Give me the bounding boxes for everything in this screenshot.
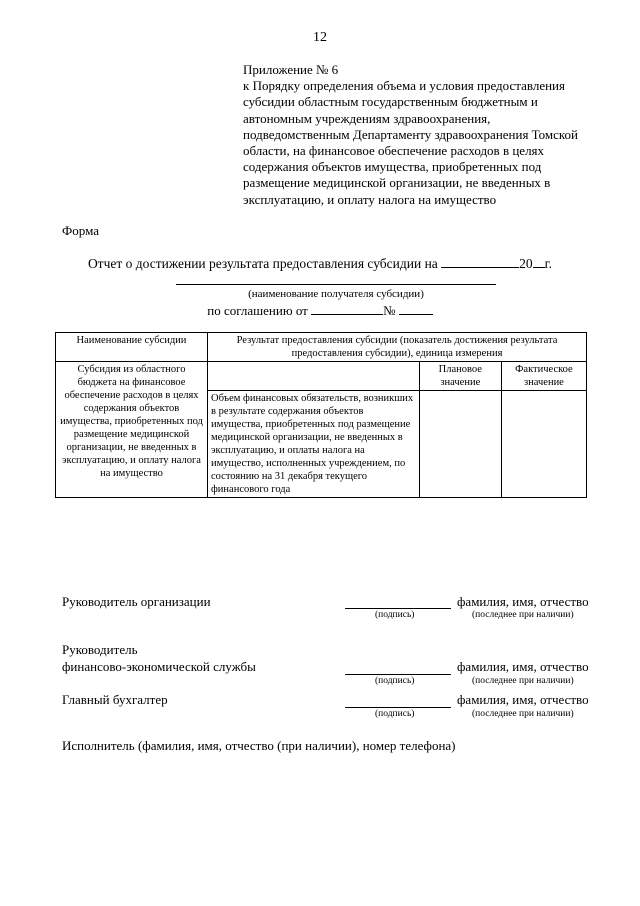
indicator-cell: Объем финансовых обязательств, возникших в результате содержания объектов имущества, приобретенных под размещение медицинской организации, не введенных в эксплуатацию, и оплаты налога на имущество, исполненных учреждением, по состоянию на 31 декабря текущего финансового года [208, 391, 420, 498]
subsidy-name-cell: Субсидия из областного бюджета на финансовое обеспечение расходов в целях содержания объектов имущества, приобретенных под размещение медицинской организации, не введенных в эксплуатацию, и оплату налога на имущество [56, 362, 208, 498]
year-prefix: 20 [519, 256, 533, 271]
head-signature-line[interactable] [345, 608, 451, 609]
appendix-line: эксплуатацию, и оплату налога на имущество [243, 191, 497, 207]
planned-value-cell[interactable] [419, 391, 501, 498]
recipient-name-line[interactable] [176, 284, 496, 285]
appendix-line: подведомственным Департаменту здравоохранения Томской [243, 126, 579, 142]
col-subsidy-header: Наименование субсидии [56, 333, 208, 362]
head-signature-caption: (подпись) [375, 610, 415, 620]
indicator-header-blank [208, 362, 420, 391]
page-number: 12 [313, 30, 327, 45]
appendix-line: Приложение № 6 [243, 62, 339, 77]
recipient-caption: (наименование получателя субсидии) [248, 288, 424, 300]
finance-head-role-line1: Руководитель [62, 642, 138, 657]
date-blank[interactable] [441, 255, 519, 268]
finance-head-name-caption: (последнее при наличии) [472, 676, 574, 686]
year-blank[interactable] [533, 255, 545, 268]
agreement-prefix: по соглашению от [207, 303, 308, 318]
table-header-row [56, 333, 587, 362]
col-result-header: Результат предоставления субсидии (показатель достижения результата предоставления субсидии), единица измерения [208, 333, 587, 362]
head-name-caption: (последнее при наличии) [472, 610, 574, 620]
appendix-header [243, 62, 613, 208]
chief-accountant-role: Главный бухгалтер [62, 692, 168, 707]
finance-head-role-line2: финансово-экономической службы [62, 659, 256, 674]
agreement-line [0, 302, 640, 319]
form-label: Форма [62, 223, 99, 238]
finance-head-name-label: фамилия, имя, отчество [457, 659, 589, 674]
table-body-row [56, 362, 587, 391]
report-table [55, 332, 587, 498]
finance-head-signature-caption: (подпись) [375, 676, 415, 686]
agreement-number-sign: № [383, 303, 396, 318]
appendix-line: к Порядку определения объема и условия предоставления [243, 78, 565, 94]
agreement-number-blank[interactable] [399, 302, 433, 315]
actual-value-cell[interactable] [501, 391, 586, 498]
year-suffix: г. [544, 256, 553, 271]
appendix-line: автономным учреждениям здравоохранения, [243, 110, 491, 126]
appendix-line: содержания объектов имущества, приобретенных под [243, 159, 542, 175]
actual-value-header: Фактическое значение [501, 362, 586, 391]
chief-accountant-name-label: фамилия, имя, отчество [457, 692, 589, 707]
appendix-line: области, на финансовое обеспечение расходов в целях [243, 143, 545, 159]
agreement-date-blank[interactable] [311, 302, 383, 315]
planned-value-header: Плановое значение [419, 362, 501, 391]
appendix-line: субсидии областным государственным бюджетным и [243, 94, 538, 110]
appendix-line: размещение медицинской организации, не введенных в [243, 175, 551, 191]
head-name-label: фамилия, имя, отчество [457, 594, 589, 609]
head-role: Руководитель организации [62, 594, 211, 609]
report-title [0, 255, 640, 272]
chief-accountant-signature-line[interactable] [345, 707, 451, 708]
executor-line: Исполнитель (фамилия, имя, отчество (при наличии), номер телефона) [62, 738, 456, 753]
chief-accountant-name-caption: (последнее при наличии) [472, 709, 574, 719]
chief-accountant-signature-caption: (подпись) [375, 709, 415, 719]
finance-head-signature-line[interactable] [345, 674, 451, 675]
report-title-text: Отчет о достижении результата предоставления субсидии на [87, 256, 438, 271]
